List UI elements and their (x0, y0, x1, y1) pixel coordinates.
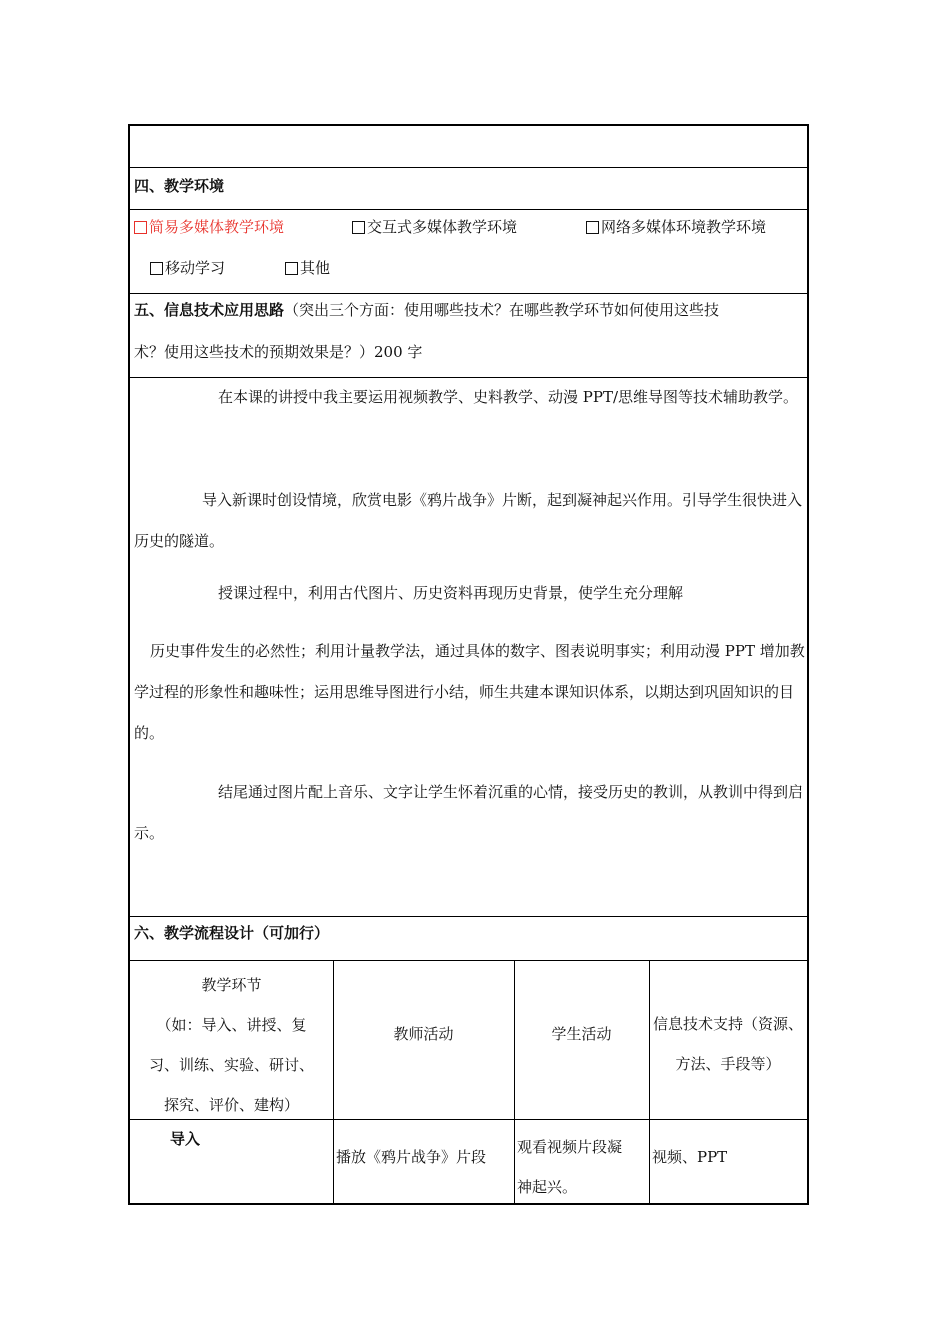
column-divider (514, 960, 515, 1205)
option-label: 移动学习 (165, 259, 226, 277)
section6-title: 六、教学流程设计（可加行） (134, 924, 330, 942)
paragraph: 结尾通过图片配上音乐、文字让学生怀着沉重的心情，接受历史的教训，从教训中得到启示。 (134, 783, 804, 842)
row-tech: 视频、PPT (652, 1148, 728, 1166)
section4-title: 四、教学环境 (134, 177, 225, 195)
row-stage: 导入 (170, 1130, 201, 1148)
option-label: 其他 (300, 259, 331, 277)
row-teacher: 播放《鸦片战争》片段 (336, 1148, 487, 1166)
option-network-multimedia[interactable] (586, 217, 766, 237)
checkbox-icon (285, 262, 298, 275)
section5-hint: （突出三个方面：使用哪些技术？在哪些教学环节如何使用这些技 (284, 301, 720, 319)
header-teacher: 教师活动 (393, 1025, 454, 1043)
section5-header-line1 (134, 300, 719, 320)
student-line: 神起兴。 (517, 1178, 578, 1196)
header-student: 学生活动 (551, 1025, 612, 1043)
paragraph: 在本课的讲授中我主要运用视频教学、史料教学、动漫 PPT/思维导图等技术辅助教学。 (218, 388, 799, 406)
row-divider (130, 209, 807, 210)
checkbox-icon (586, 221, 599, 234)
checkbox-icon (134, 221, 147, 234)
column-divider (333, 960, 334, 1205)
paragraph: 历史事件发生的必然性；利用计量教学法，通过具体的数字、图表说明事实；利用动漫 PPT 增加教学过程的形象性和趣味性；运用思维导图进行小结，师生共建本课知识体系，以期达到巩固知识的目的。 (134, 642, 805, 742)
section5-hint-line2: 术？使用这些技术的预期效果是？）200 字 (134, 343, 423, 361)
lesson-plan-table (128, 124, 809, 1205)
option-mobile-learning[interactable] (150, 258, 225, 278)
header-stage (130, 965, 333, 1125)
option-simple-multimedia[interactable] (134, 217, 284, 237)
option-other[interactable] (285, 258, 330, 278)
section5-title: 五、信息技术应用思路 (134, 301, 285, 319)
option-label: 网络多媒体环境教学环境 (601, 218, 767, 236)
option-label: 交互式多媒体教学环境 (367, 218, 518, 236)
header-line: 探究、评价、建构） (163, 1096, 299, 1114)
row-student (517, 1127, 622, 1207)
row-divider (130, 960, 807, 961)
row-divider (130, 916, 807, 917)
row-divider (130, 293, 807, 294)
paragraph: 授课过程中，利用古代图片、历史资料再现历史背景，使学生充分理解 (218, 584, 684, 602)
checkbox-icon (352, 221, 365, 234)
student-line: 观看视频片段凝 (517, 1138, 623, 1156)
row-divider (130, 167, 807, 168)
header-tech: 信息技术支持（资源、方法、手段等） (652, 1015, 803, 1073)
header-line: 教学环节 (201, 976, 262, 994)
checkbox-icon (150, 262, 163, 275)
option-interactive-multimedia[interactable] (352, 217, 517, 237)
paragraph: 导入新课时创设情境，欣赏电影《鸦片战争》片断，起到凝神起兴作用。引导学生很快进入历史的隧道。 (134, 491, 803, 550)
header-line: 习、训练、实验、研讨、 (148, 1056, 314, 1074)
header-line: （如：导入、讲授、复 (156, 1016, 307, 1034)
option-label: 简易多媒体教学环境 (149, 218, 285, 236)
